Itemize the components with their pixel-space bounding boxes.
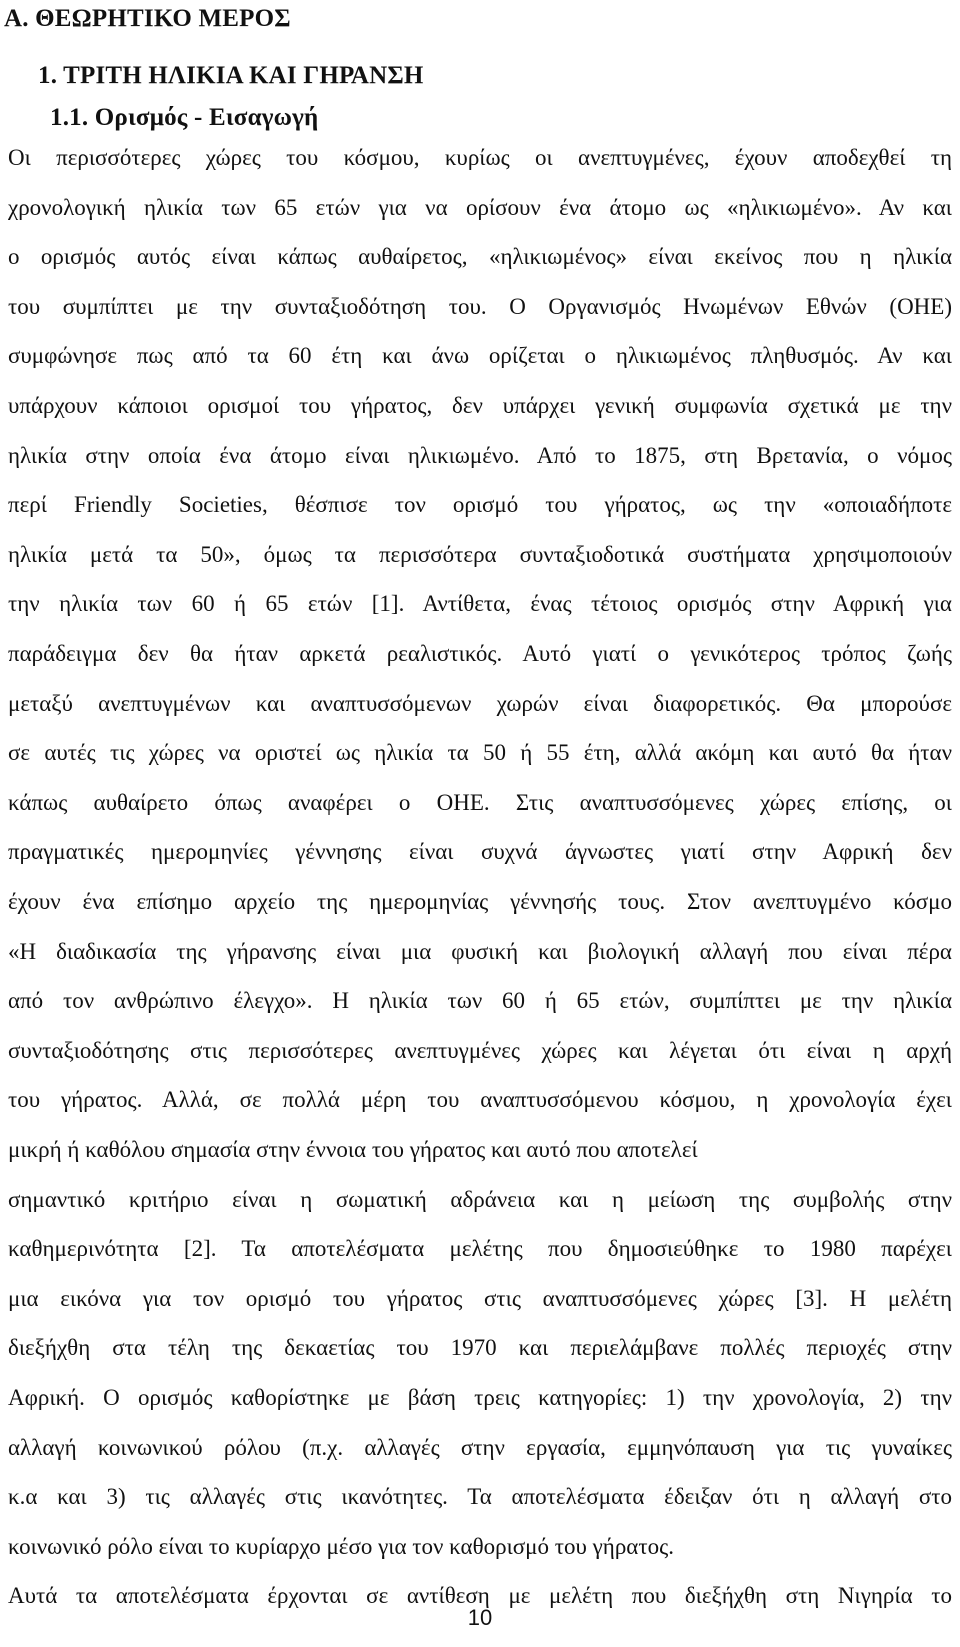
text-line: διεξήχθη στα τέλη της δεκαετίας του 1970 και περιελάμβανε πολλές περιοχές στην	[8, 1335, 952, 1361]
text-line: σημαντικό κριτήριο είναι η σωματική αδράνεια και η μείωση της συμβολής στην	[8, 1186, 952, 1212]
text-line: υπάρχουν κάποιοι ορισμοί του γήρατος, δεν υπάρχει γενική συμφωνία σχετικά με την	[8, 393, 952, 418]
text-line: Οι περισσότερες χώρες του κόσμου, κυρίως οι ανεπτυγμένες, έχουν αποδεχθεί τη	[8, 145, 952, 170]
text-line: από τον ανθρώπινο έλεγχο». Η ηλικία των 60 ή 65 ετών, συμπίπτει με την ηλικία	[8, 988, 952, 1014]
text-line: «Η διαδικασία της γήρανσης είναι μια φυσική και βιολογική αλλαγή που είναι πέρα	[8, 938, 952, 964]
text-line: πραγματικές ημερομηνίες γέννησης είναι συχνά άγνωστες γιατί στην Αφρική δεν	[8, 839, 952, 865]
text-line: σε αυτές τις χώρες να οριστεί ως ηλικία τα 50 ή 55 έτη, αλλά ακόμη και αυτό θα ήταν	[8, 740, 952, 766]
text-line: καθημερινότητα [2]. Τα αποτελέσματα μελέτης που δημοσιεύθηκε το 1980 παρέχει	[8, 1236, 952, 1262]
text-line: την ηλικία των 60 ή 65 ετών [1]. Αντίθετα, ένας τέτοιος ορισμός στην Αφρική για	[8, 591, 952, 617]
text-line: ηλικία στην οποία ένα άτομο είναι ηλικιωμένο. Από το 1875, στη Βρετανία, ο νόμος	[8, 442, 952, 468]
chapter-heading: 1. ΤΡΙΤΗ ΗΛΙΚΙΑ ΚΑΙ ΓΗΡΑΝΣΗ	[38, 62, 424, 89]
text-line: έχουν ένα επίσημο αρχείο της ημερομηνίας γέννησής τους. Στον ανεπτυγμένο κόσμο	[8, 889, 952, 914]
text-line: μια εικόνα για τον ορισμό του γήρατος στις αναπτυσσόμενες χώρες [3]. Η μελέτη	[8, 1285, 952, 1311]
text-line: Αφρική. Ο ορισμός καθορίστηκε με βάση τρεις κατηγορίες: 1) την χρονολογία, 2) την	[8, 1385, 952, 1410]
text-line: ηλικία μετά τα 50», όμως τα περισσότερα συνταξιοδοτικά συστήματα χρησιμοποιούν	[8, 541, 952, 567]
text-line: μεταξύ ανεπτυγμένων και αναπτυσσόμενων χωρών είναι διαφορετικός. Θα μπορούσε	[8, 690, 952, 716]
page-number: 10	[467, 1605, 493, 1630]
text-line: μικρή ή καθόλου σημασία στην έννοια του γήρατος και αυτό που αποτελεί	[8, 1137, 698, 1162]
section-heading: 1.1. Ορισμός - Εισαγωγή	[50, 104, 319, 131]
text-line: του συμπίπτει με την συνταξιοδότηση του. Ο Οργανισμός Ηνωμένων Εθνών (ΟΗΕ)	[8, 293, 952, 319]
text-line: του γήρατος. Αλλά, σε πολλά μέρη του αναπτυσσόμενου κόσμου, η χρονολογία έχει	[8, 1087, 952, 1113]
text-line: περί Friendly Societies, θέσπισε τον ορισμό του γήρατος, ως την «οποιαδήποτε	[8, 492, 952, 518]
text-line: χρονολογική ηλικία των 65 ετών για να ορίσουν ένα άτομο ως «ηλικιωμένο». Αν και	[8, 194, 952, 220]
text-line: ο ορισμός αυτός είναι κάπως αυθαίρετος, «ηλικιωμένος» είναι εκείνος που η ηλικία	[8, 244, 952, 270]
text-line: παράδειγμα δεν θα ήταν αρκετά ρεαλιστικός. Αυτό γιατί ο γενικότερος τρόπος ζωής	[8, 641, 952, 666]
text-line: Αυτά τα αποτελέσματα έρχονται σε αντίθεση με μελέτη που διεξήχθη στη Νιγηρία το	[8, 1583, 952, 1609]
text-line: κ.α και 3) τις αλλαγές στις ικανότητες. Τα αποτελέσματα έδειξαν ότι η αλλαγή στο	[8, 1484, 952, 1510]
text-line: κοινωνικό ρόλο είναι το κυρίαρχο μέσο για τον καθορισμό του γήρατος.	[8, 1533, 674, 1559]
text-line: αλλαγή κοινωνικού ρόλου (π.χ. αλλαγές στην εργασία, εμμηνόπαυση για τις γυναίκες	[8, 1434, 952, 1460]
text-line: συνταξιοδότησης στις περισσότερες ανεπτυγμένες χώρες και λέγεται ότι είναι η αρχή	[8, 1037, 952, 1063]
part-heading: Α. ΘΕΩΡΗΤΙΚΟ ΜΕΡΟΣ	[4, 5, 291, 32]
text-line: κάπως αυθαίρετο όπως αναφέρει ο ΟΗΕ. Στις αναπτυσσόμενες χώρες επίσης, οι	[8, 789, 952, 815]
text-line: συμφώνησε πως από τα 60 έτη και άνω ορίζεται ο ηλικιωμένος πληθυσμός. Αν και	[8, 343, 952, 369]
